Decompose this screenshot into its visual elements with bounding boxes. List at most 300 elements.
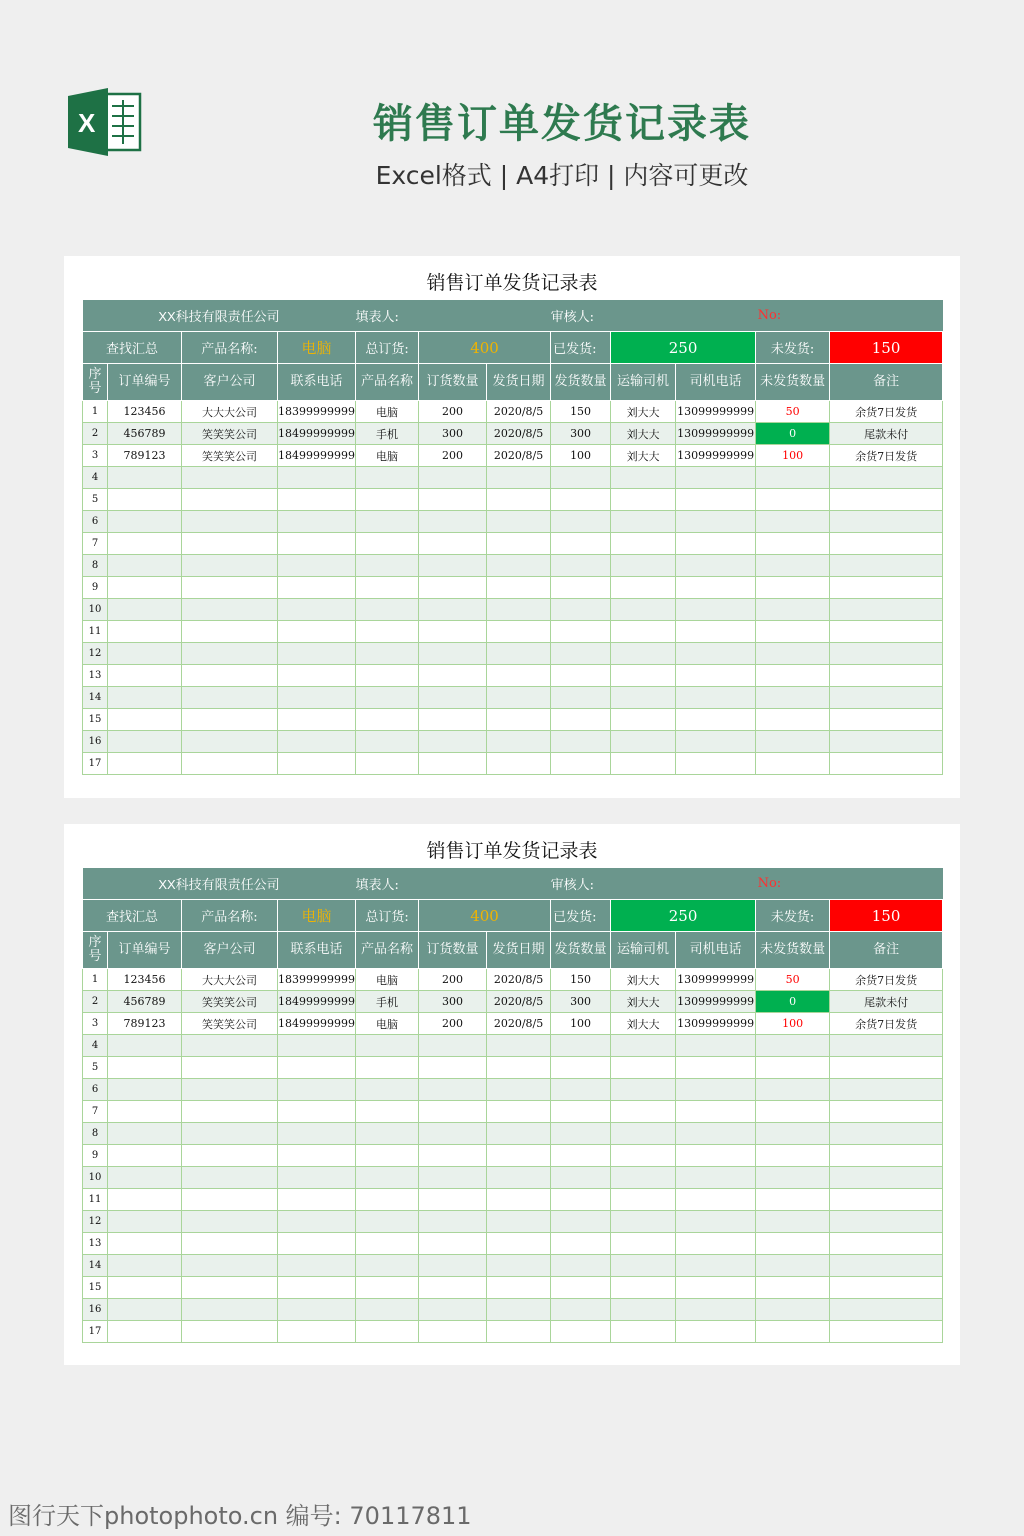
empty-cell[interactable]: [830, 1299, 943, 1321]
empty-cell[interactable]: [676, 1255, 756, 1277]
empty-cell[interactable]: [108, 1321, 182, 1343]
cell-idx[interactable]: 6: [83, 1079, 108, 1101]
empty-cell[interactable]: [830, 665, 943, 687]
cell-phone[interactable]: 18499999999: [278, 991, 356, 1013]
cell-unshipped[interactable]: 50: [756, 969, 830, 991]
empty-cell[interactable]: [551, 709, 611, 731]
cell-date[interactable]: 2020/8/5: [487, 445, 551, 467]
empty-cell[interactable]: [278, 1101, 356, 1123]
empty-cell[interactable]: [419, 511, 487, 533]
empty-cell[interactable]: [356, 1321, 419, 1343]
empty-cell[interactable]: [551, 753, 611, 775]
empty-cell[interactable]: [356, 1035, 419, 1057]
empty-cell[interactable]: [611, 1321, 676, 1343]
empty-cell[interactable]: [756, 1167, 830, 1189]
empty-cell[interactable]: [756, 1255, 830, 1277]
empty-cell[interactable]: [830, 511, 943, 533]
empty-cell[interactable]: [108, 467, 182, 489]
empty-cell[interactable]: [487, 533, 551, 555]
empty-cell[interactable]: [756, 643, 830, 665]
empty-cell[interactable]: [830, 555, 943, 577]
empty-cell[interactable]: [182, 1145, 278, 1167]
empty-cell[interactable]: [756, 489, 830, 511]
empty-cell[interactable]: [108, 753, 182, 775]
empty-cell[interactable]: [487, 1145, 551, 1167]
empty-cell[interactable]: [830, 1277, 943, 1299]
empty-cell[interactable]: [611, 1035, 676, 1057]
cell-idx[interactable]: 10: [83, 1167, 108, 1189]
empty-cell[interactable]: [551, 511, 611, 533]
empty-cell[interactable]: [356, 555, 419, 577]
empty-cell[interactable]: [830, 1233, 943, 1255]
empty-cell[interactable]: [611, 1101, 676, 1123]
cell-unshipped[interactable]: 0: [756, 423, 830, 445]
empty-cell[interactable]: [108, 665, 182, 687]
empty-cell[interactable]: [419, 1321, 487, 1343]
empty-cell[interactable]: [182, 665, 278, 687]
empty-cell[interactable]: [756, 467, 830, 489]
empty-cell[interactable]: [108, 1101, 182, 1123]
empty-cell[interactable]: [830, 1145, 943, 1167]
empty-cell[interactable]: [611, 533, 676, 555]
cell-idx[interactable]: 3: [83, 445, 108, 467]
empty-cell[interactable]: [419, 1299, 487, 1321]
empty-cell[interactable]: [611, 1233, 676, 1255]
empty-cell[interactable]: [830, 533, 943, 555]
cell-idx[interactable]: 5: [83, 489, 108, 511]
empty-cell[interactable]: [551, 1145, 611, 1167]
empty-cell[interactable]: [676, 577, 756, 599]
empty-cell[interactable]: [487, 1211, 551, 1233]
cell-order[interactable]: 789123: [108, 445, 182, 467]
empty-cell[interactable]: [419, 467, 487, 489]
empty-cell[interactable]: [551, 467, 611, 489]
empty-cell[interactable]: [611, 1277, 676, 1299]
empty-cell[interactable]: [419, 1035, 487, 1057]
empty-cell[interactable]: [278, 1277, 356, 1299]
cell-qty[interactable]: 200: [419, 1013, 487, 1035]
empty-cell[interactable]: [487, 577, 551, 599]
empty-cell[interactable]: [182, 511, 278, 533]
empty-cell[interactable]: [487, 643, 551, 665]
cell-order[interactable]: 456789: [108, 423, 182, 445]
empty-cell[interactable]: [419, 1233, 487, 1255]
empty-cell[interactable]: [487, 709, 551, 731]
empty-cell[interactable]: [756, 1145, 830, 1167]
empty-cell[interactable]: [182, 1101, 278, 1123]
empty-cell[interactable]: [108, 1145, 182, 1167]
empty-cell[interactable]: [182, 687, 278, 709]
cell-idx[interactable]: 10: [83, 599, 108, 621]
cell-driver[interactable]: 刘大大: [611, 401, 676, 423]
empty-cell[interactable]: [551, 731, 611, 753]
cell-note[interactable]: 余货7日发货: [830, 1013, 943, 1035]
empty-cell[interactable]: [419, 1167, 487, 1189]
empty-cell[interactable]: [278, 467, 356, 489]
cell-customer[interactable]: 笑笑笑公司: [182, 1013, 278, 1035]
cell-customer[interactable]: 大大大公司: [182, 969, 278, 991]
cell-order[interactable]: 789123: [108, 1013, 182, 1035]
empty-cell[interactable]: [830, 731, 943, 753]
cell-idx[interactable]: 11: [83, 621, 108, 643]
empty-cell[interactable]: [756, 1035, 830, 1057]
empty-cell[interactable]: [419, 1211, 487, 1233]
empty-cell[interactable]: [551, 1277, 611, 1299]
cell-product[interactable]: 电脑: [356, 969, 419, 991]
empty-cell[interactable]: [356, 621, 419, 643]
cell-shipped[interactable]: 100: [551, 1013, 611, 1035]
empty-cell[interactable]: [108, 1233, 182, 1255]
empty-cell[interactable]: [611, 753, 676, 775]
cell-driver_phone[interactable]: 13099999999: [676, 991, 756, 1013]
empty-cell[interactable]: [551, 1101, 611, 1123]
empty-cell[interactable]: [611, 1079, 676, 1101]
cell-qty[interactable]: 200: [419, 969, 487, 991]
empty-cell[interactable]: [611, 1255, 676, 1277]
empty-cell[interactable]: [356, 1189, 419, 1211]
empty-cell[interactable]: [278, 1057, 356, 1079]
empty-cell[interactable]: [419, 665, 487, 687]
cell-note[interactable]: 余货7日发货: [830, 445, 943, 467]
empty-cell[interactable]: [611, 643, 676, 665]
empty-cell[interactable]: [611, 467, 676, 489]
empty-cell[interactable]: [611, 687, 676, 709]
empty-cell[interactable]: [756, 1233, 830, 1255]
cell-shipped[interactable]: 150: [551, 969, 611, 991]
cell-customer[interactable]: 笑笑笑公司: [182, 423, 278, 445]
empty-cell[interactable]: [108, 1057, 182, 1079]
cell-idx[interactable]: 2: [83, 423, 108, 445]
empty-cell[interactable]: [830, 621, 943, 643]
empty-cell[interactable]: [356, 1255, 419, 1277]
empty-cell[interactable]: [278, 643, 356, 665]
empty-cell[interactable]: [676, 1233, 756, 1255]
cell-idx[interactable]: 3: [83, 1013, 108, 1035]
empty-cell[interactable]: [108, 1277, 182, 1299]
empty-cell[interactable]: [676, 665, 756, 687]
cell-driver_phone[interactable]: 13099999999: [676, 423, 756, 445]
cell-idx[interactable]: 13: [83, 1233, 108, 1255]
empty-cell[interactable]: [551, 1123, 611, 1145]
empty-cell[interactable]: [182, 1233, 278, 1255]
empty-cell[interactable]: [487, 1057, 551, 1079]
empty-cell[interactable]: [676, 1167, 756, 1189]
cell-product[interactable]: 手机: [356, 423, 419, 445]
empty-cell[interactable]: [676, 555, 756, 577]
empty-cell[interactable]: [487, 1277, 551, 1299]
empty-cell[interactable]: [756, 1123, 830, 1145]
empty-cell[interactable]: [108, 511, 182, 533]
cell-idx[interactable]: 17: [83, 1321, 108, 1343]
empty-cell[interactable]: [356, 577, 419, 599]
cell-idx[interactable]: 12: [83, 643, 108, 665]
empty-cell[interactable]: [356, 1145, 419, 1167]
cell-phone[interactable]: 18499999999: [278, 1013, 356, 1035]
empty-cell[interactable]: [551, 1233, 611, 1255]
cell-idx[interactable]: 17: [83, 753, 108, 775]
empty-cell[interactable]: [487, 511, 551, 533]
empty-cell[interactable]: [356, 665, 419, 687]
empty-cell[interactable]: [278, 1079, 356, 1101]
cell-idx[interactable]: 1: [83, 401, 108, 423]
empty-cell[interactable]: [611, 555, 676, 577]
empty-cell[interactable]: [419, 1145, 487, 1167]
empty-cell[interactable]: [830, 599, 943, 621]
cell-order[interactable]: 123456: [108, 969, 182, 991]
empty-cell[interactable]: [756, 1277, 830, 1299]
empty-cell[interactable]: [756, 1299, 830, 1321]
empty-cell[interactable]: [830, 1123, 943, 1145]
empty-cell[interactable]: [676, 643, 756, 665]
empty-cell[interactable]: [419, 1057, 487, 1079]
cell-idx[interactable]: 2: [83, 991, 108, 1013]
empty-cell[interactable]: [756, 753, 830, 775]
cell-unshipped[interactable]: 100: [756, 445, 830, 467]
empty-cell[interactable]: [676, 1277, 756, 1299]
empty-cell[interactable]: [182, 1277, 278, 1299]
empty-cell[interactable]: [182, 643, 278, 665]
cell-qty[interactable]: 200: [419, 445, 487, 467]
empty-cell[interactable]: [356, 731, 419, 753]
empty-cell[interactable]: [551, 1321, 611, 1343]
empty-cell[interactable]: [419, 1101, 487, 1123]
empty-cell[interactable]: [419, 1123, 487, 1145]
empty-cell[interactable]: [551, 1211, 611, 1233]
empty-cell[interactable]: [356, 753, 419, 775]
empty-cell[interactable]: [356, 489, 419, 511]
empty-cell[interactable]: [182, 621, 278, 643]
empty-cell[interactable]: [356, 467, 419, 489]
empty-cell[interactable]: [551, 1035, 611, 1057]
empty-cell[interactable]: [487, 1255, 551, 1277]
empty-cell[interactable]: [830, 1211, 943, 1233]
empty-cell[interactable]: [487, 1035, 551, 1057]
empty-cell[interactable]: [676, 489, 756, 511]
empty-cell[interactable]: [676, 753, 756, 775]
cell-driver[interactable]: 刘大大: [611, 1013, 676, 1035]
cell-unshipped[interactable]: 100: [756, 1013, 830, 1035]
cell-driver_phone[interactable]: 13099999999: [676, 969, 756, 991]
empty-cell[interactable]: [676, 511, 756, 533]
empty-cell[interactable]: [756, 1057, 830, 1079]
empty-cell[interactable]: [182, 577, 278, 599]
cell-driver[interactable]: 刘大大: [611, 991, 676, 1013]
empty-cell[interactable]: [356, 533, 419, 555]
cell-idx[interactable]: 13: [83, 665, 108, 687]
cell-idx[interactable]: 9: [83, 1145, 108, 1167]
cell-qty[interactable]: 200: [419, 401, 487, 423]
empty-cell[interactable]: [108, 489, 182, 511]
empty-cell[interactable]: [676, 731, 756, 753]
empty-cell[interactable]: [756, 1321, 830, 1343]
cell-note[interactable]: 余货7日发货: [830, 969, 943, 991]
empty-cell[interactable]: [487, 731, 551, 753]
empty-cell[interactable]: [830, 753, 943, 775]
empty-cell[interactable]: [611, 1123, 676, 1145]
empty-cell[interactable]: [278, 1035, 356, 1057]
empty-cell[interactable]: [676, 1101, 756, 1123]
empty-cell[interactable]: [551, 643, 611, 665]
empty-cell[interactable]: [182, 599, 278, 621]
empty-cell[interactable]: [182, 1079, 278, 1101]
empty-cell[interactable]: [611, 665, 676, 687]
empty-cell[interactable]: [676, 621, 756, 643]
empty-cell[interactable]: [551, 599, 611, 621]
cell-idx[interactable]: 16: [83, 1299, 108, 1321]
cell-qty[interactable]: 300: [419, 991, 487, 1013]
empty-cell[interactable]: [551, 555, 611, 577]
empty-cell[interactable]: [182, 1255, 278, 1277]
cell-order[interactable]: 456789: [108, 991, 182, 1013]
cell-qty[interactable]: 300: [419, 423, 487, 445]
empty-cell[interactable]: [611, 1145, 676, 1167]
empty-cell[interactable]: [108, 1189, 182, 1211]
empty-cell[interactable]: [551, 1167, 611, 1189]
empty-cell[interactable]: [182, 1167, 278, 1189]
empty-cell[interactable]: [108, 1035, 182, 1057]
empty-cell[interactable]: [356, 1079, 419, 1101]
empty-cell[interactable]: [356, 1057, 419, 1079]
empty-cell[interactable]: [756, 1101, 830, 1123]
empty-cell[interactable]: [278, 1321, 356, 1343]
empty-cell[interactable]: [356, 1277, 419, 1299]
empty-cell[interactable]: [830, 1079, 943, 1101]
empty-cell[interactable]: [356, 1167, 419, 1189]
empty-cell[interactable]: [676, 687, 756, 709]
empty-cell[interactable]: [487, 687, 551, 709]
empty-cell[interactable]: [611, 1211, 676, 1233]
empty-cell[interactable]: [611, 511, 676, 533]
empty-cell[interactable]: [830, 1255, 943, 1277]
empty-cell[interactable]: [419, 577, 487, 599]
empty-cell[interactable]: [487, 1321, 551, 1343]
empty-cell[interactable]: [356, 1299, 419, 1321]
empty-cell[interactable]: [756, 533, 830, 555]
empty-cell[interactable]: [108, 555, 182, 577]
cell-idx[interactable]: 14: [83, 1255, 108, 1277]
empty-cell[interactable]: [676, 1079, 756, 1101]
empty-cell[interactable]: [278, 1211, 356, 1233]
empty-cell[interactable]: [551, 1255, 611, 1277]
empty-cell[interactable]: [356, 643, 419, 665]
cell-idx[interactable]: 7: [83, 1101, 108, 1123]
empty-cell[interactable]: [551, 1079, 611, 1101]
empty-cell[interactable]: [356, 1233, 419, 1255]
empty-cell[interactable]: [278, 1255, 356, 1277]
cell-idx[interactable]: 15: [83, 1277, 108, 1299]
empty-cell[interactable]: [611, 1189, 676, 1211]
empty-cell[interactable]: [551, 489, 611, 511]
empty-cell[interactable]: [356, 709, 419, 731]
empty-cell[interactable]: [182, 533, 278, 555]
empty-cell[interactable]: [419, 533, 487, 555]
empty-cell[interactable]: [487, 1167, 551, 1189]
empty-cell[interactable]: [551, 577, 611, 599]
empty-cell[interactable]: [182, 1321, 278, 1343]
cell-unshipped[interactable]: 0: [756, 991, 830, 1013]
empty-cell[interactable]: [676, 467, 756, 489]
cell-idx[interactable]: 8: [83, 1123, 108, 1145]
cell-shipped[interactable]: 300: [551, 423, 611, 445]
cell-idx[interactable]: 1: [83, 969, 108, 991]
cell-driver_phone[interactable]: 13099999999: [676, 401, 756, 423]
empty-cell[interactable]: [487, 621, 551, 643]
empty-cell[interactable]: [830, 467, 943, 489]
empty-cell[interactable]: [487, 1233, 551, 1255]
empty-cell[interactable]: [756, 599, 830, 621]
cell-note[interactable]: 尾款未付: [830, 423, 943, 445]
empty-cell[interactable]: [611, 709, 676, 731]
empty-cell[interactable]: [108, 1123, 182, 1145]
empty-cell[interactable]: [676, 1321, 756, 1343]
empty-cell[interactable]: [419, 1255, 487, 1277]
cell-idx[interactable]: 14: [83, 687, 108, 709]
empty-cell[interactable]: [419, 621, 487, 643]
empty-cell[interactable]: [756, 621, 830, 643]
empty-cell[interactable]: [830, 1189, 943, 1211]
cell-shipped[interactable]: 100: [551, 445, 611, 467]
empty-cell[interactable]: [108, 621, 182, 643]
empty-cell[interactable]: [182, 1123, 278, 1145]
cell-date[interactable]: 2020/8/5: [487, 423, 551, 445]
cell-idx[interactable]: 7: [83, 533, 108, 555]
empty-cell[interactable]: [487, 489, 551, 511]
empty-cell[interactable]: [278, 555, 356, 577]
empty-cell[interactable]: [487, 1101, 551, 1123]
empty-cell[interactable]: [756, 1079, 830, 1101]
empty-cell[interactable]: [756, 1189, 830, 1211]
empty-cell[interactable]: [487, 1299, 551, 1321]
empty-cell[interactable]: [756, 665, 830, 687]
cell-product[interactable]: 电脑: [356, 445, 419, 467]
cell-idx[interactable]: 6: [83, 511, 108, 533]
empty-cell[interactable]: [182, 753, 278, 775]
empty-cell[interactable]: [611, 577, 676, 599]
empty-cell[interactable]: [108, 577, 182, 599]
empty-cell[interactable]: [830, 1057, 943, 1079]
empty-cell[interactable]: [830, 1321, 943, 1343]
cell-phone[interactable]: 18399999999: [278, 969, 356, 991]
cell-date[interactable]: 2020/8/5: [487, 1013, 551, 1035]
empty-cell[interactable]: [611, 621, 676, 643]
empty-cell[interactable]: [419, 1277, 487, 1299]
empty-cell[interactable]: [830, 489, 943, 511]
empty-cell[interactable]: [830, 1167, 943, 1189]
empty-cell[interactable]: [108, 1255, 182, 1277]
empty-cell[interactable]: [551, 1299, 611, 1321]
empty-cell[interactable]: [182, 731, 278, 753]
empty-cell[interactable]: [611, 1167, 676, 1189]
empty-cell[interactable]: [182, 467, 278, 489]
empty-cell[interactable]: [278, 1233, 356, 1255]
cell-idx[interactable]: 9: [83, 577, 108, 599]
empty-cell[interactable]: [756, 687, 830, 709]
empty-cell[interactable]: [487, 665, 551, 687]
cell-date[interactable]: 2020/8/5: [487, 991, 551, 1013]
empty-cell[interactable]: [419, 1189, 487, 1211]
empty-cell[interactable]: [108, 533, 182, 555]
empty-cell[interactable]: [182, 1035, 278, 1057]
empty-cell[interactable]: [108, 709, 182, 731]
empty-cell[interactable]: [676, 1189, 756, 1211]
product-name-value[interactable]: 电脑: [278, 900, 356, 932]
empty-cell[interactable]: [108, 731, 182, 753]
empty-cell[interactable]: [108, 599, 182, 621]
empty-cell[interactable]: [182, 1057, 278, 1079]
empty-cell[interactable]: [182, 489, 278, 511]
empty-cell[interactable]: [108, 1167, 182, 1189]
cell-order[interactable]: 123456: [108, 401, 182, 423]
